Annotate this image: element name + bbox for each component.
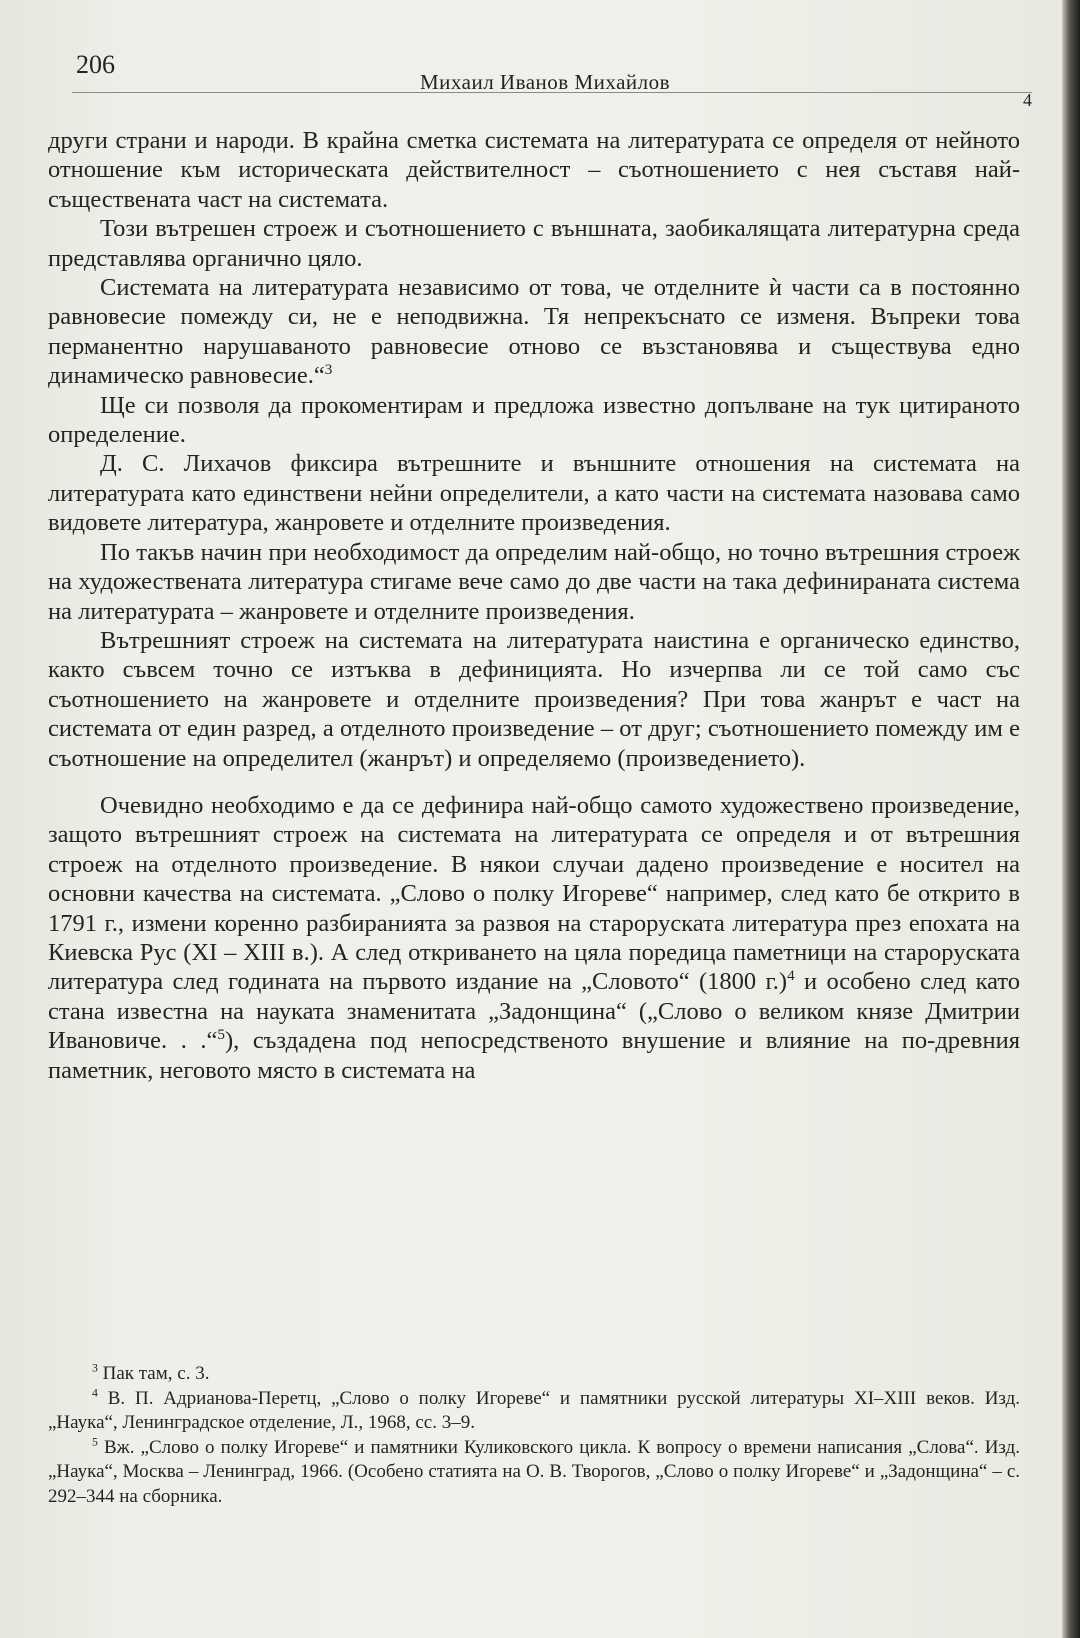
footnote-ref: 3 [324, 361, 333, 379]
page-edge-shadow [1062, 0, 1080, 1638]
footnote-ref: 5 [217, 1026, 226, 1044]
body-text [48, 126, 1020, 1085]
footnote-ref: 4 [787, 967, 795, 985]
page-number: 206 [76, 50, 115, 79]
paragraph: други страни и народи. В крайна сметка системата на литературата се определя от нейното отношение към историческата действителност – съотношението с нея съставя най-съществената част на системата. [48, 127, 1020, 213]
paragraph: Системата на литературата независимо от това, че отделните ѝ части са в постоянно равновесие помежду си, не е неподвижна. Тя непрекъснато се изменя. Въпреки това перманентно нарушаваното равновесие отново се възстановява и съществува едно динамическо равновесие.“$^3$ [48, 274, 1020, 390]
paragraph: Д. С. Лихачов фиксира вътрешните и външните отношения на системата на литературата като единствени нейни определители, а като части на системата назовава само видовете литература, жанровете и отделните произведения. [48, 450, 1020, 537]
paragraph: Ще си позволя да прокоментирам и предложа известно допълване на тук цитираното определение. [48, 391, 1020, 449]
footnote: $^4$ В. П. Адрианова-Перетц, „Слово о полку Игореве“ и памятники русской литературы XI–XIII веков. Изд. „Наука“, Ленинградское отделение, Л., 1968, сс. 3–9. [48, 1386, 1020, 1433]
paragraph: Този вътрешен строеж и съотношението с външната, заобикалящата литературна среда представлява органично цяло. [48, 215, 1020, 272]
footnote: $^3$ Пак там, с. 3. [92, 1361, 210, 1384]
footnotes [48, 1362, 1020, 1509]
paragraph: Вътрешният строеж на системата на литературата наистина е органическо единство, както съвсем точно се изтъква в дефиницията. Но изчерпва ли се той само със съотношението на жанровете и отделните произведения? При това жанрът е част на системата от един разред, а отделното произведение – от друг; съотношението помежду им е съотношение на определител (жанрът) и определяемо (произведението). [48, 626, 1020, 772]
footnote: $^5$ Вж. „Слово о полку Игореве“ и памятники Куликовского цикла. К вопросу о времени написания „Слова“. Изд. „Наука“, Москва – Ленинград, 1966. (Особено статията на О. В. Творогов, „Слово о полку Игореве“ и „Задонщина“ – с. 292–344 на сборника. [48, 1435, 1020, 1507]
header-rule [72, 92, 1032, 93]
running-title: Михаил Иванов Михайлов [420, 70, 671, 94]
paragraph: Очевидно необходимо е да се дефинира най-общо самото художествено произведение, защото вътрешният строеж на системата на литературата се определя и от вътрешния строеж на отделното произведение. В някои случаи дадено произведение е носител на основни качества на системата. „Слово о полку Игореве“ например, след като бе открито в 1791 г., измени коренно разбиранията за развоя на староруската литература през епохата на Киевска Рус (XI – XIII в.). А след откриването на цяла поредица паметници на староруската литература след годината на първото издание на „Словото“ (1800 г.)$^4$ и особено след като стана известна на науката знаменитата „Задонщина“ („Слово о великом князе Дмитрии Ивановиче. . .“$^5$), създадена под непосредственото внушение и влияние на по-древния паметник, неговото място в системата на [48, 791, 1021, 1084]
paragraph: По такъв начин при необходимост да определим най-общо, но точно вътрешния строеж на художествената литература стигаме вече само до две части на така дефинираната система на литературата – жанровете и отделните произведения. [48, 538, 1020, 625]
corner-mark: 4 [1023, 90, 1032, 110]
page-header [72, 46, 1032, 110]
